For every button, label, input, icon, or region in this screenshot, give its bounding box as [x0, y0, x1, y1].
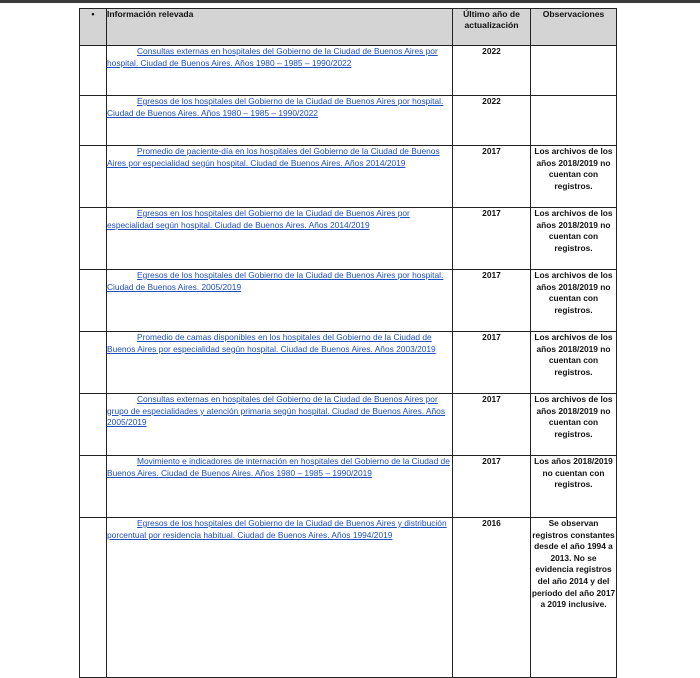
row-bullet-cell [80, 96, 107, 146]
dataset-link[interactable]: Consultas externas en hospitales del Gobierno de la Ciudad de Buenos Aires por hospital. Ciudad de Buenos Aires. Años 1980 – 1985 – 1990/2022 [107, 46, 438, 68]
year-cell: 2017 [453, 208, 531, 270]
observations-cell: Los archivos de los años 2018/2019 no cuentan con registros. [531, 208, 617, 270]
year-cell: 2016 [453, 518, 531, 678]
info-cell [107, 518, 453, 678]
row-bullet-cell [80, 270, 107, 332]
table-row [80, 96, 617, 146]
observations-cell [531, 96, 617, 146]
row-bullet-cell [80, 332, 107, 394]
dataset-link[interactable]: Egresos de los hospitales del Gobierno de la Ciudad de Buenos Aires y distribución porcentual por residencia habitual. Ciudad de Buenos Aires. Años 1994/2019 [107, 518, 447, 540]
table-row [80, 46, 617, 96]
row-bullet-cell [80, 46, 107, 96]
observations-cell: Los archivos de los años 2018/2019 no cuentan con registros. [531, 270, 617, 332]
row-bullet-cell [80, 146, 107, 208]
dataset-link[interactable]: Promedio de paciente-día en los hospitales del Gobierno de la Ciudad de Buenos Aires por especialidad según hospital. Ciudad de Buenos Aires. Años 2014/2019 [107, 146, 440, 168]
observations-cell: Los archivos de los años 2018/2019 no cuentan con registros. [531, 394, 617, 456]
year-cell: 2017 [453, 332, 531, 394]
dataset-link[interactable]: Promedio de camas disponibles en los hospitales del Gobierno de la Ciudad de Buenos Aires por especialidad según hospital. Ciudad de Buenos Aires. Años 2003/2019 [107, 332, 436, 354]
header-info: Información relevada [107, 9, 453, 46]
table-row [80, 146, 617, 208]
dataset-link[interactable]: Consultas externas en hospitales del Gobierno de la Ciudad de Buenos Aires por grupo de especialidades y atención primaria según hospital. Ciudad de Buenos Aires. Años 2005/2019 [107, 394, 446, 428]
table-row [80, 208, 617, 270]
year-cell: 2017 [453, 146, 531, 208]
observations-cell: Los archivos de los años 2018/2019 no cuentan con registros. [531, 332, 617, 394]
information-table [79, 8, 617, 678]
dataset-link[interactable]: Egresos de los hospitales del Gobierno de la Ciudad de Buenos Aires por hospital. Ciudad de Buenos Aires. 2005/2019 [107, 270, 444, 292]
table-row [80, 332, 617, 394]
dataset-link[interactable]: Egresos de los hospitales del Gobierno de la Ciudad de Buenos Aires por hospital. Ciudad de Buenos Aires. Años 1980 – 1985 – 1990/2022 [107, 96, 444, 118]
table-row [80, 518, 617, 678]
info-cell [107, 270, 453, 332]
table-header-row [80, 9, 617, 46]
observations-cell: Se observan registros constantes desde el año 1994 a 2013. No se evidencia registros del año 2014 y del período del año 2017 a 2019 inclusive. [531, 518, 617, 678]
info-cell [107, 96, 453, 146]
year-cell: 2017 [453, 270, 531, 332]
year-cell: 2022 [453, 96, 531, 146]
info-cell [107, 332, 453, 394]
observations-cell: Los años 2018/2019 no cuentan con registros. [531, 456, 617, 518]
year-cell: 2017 [453, 394, 531, 456]
header-observations: Observaciones [531, 9, 617, 46]
info-cell [107, 46, 453, 96]
info-cell [107, 146, 453, 208]
year-cell: 2022 [453, 46, 531, 96]
table-row [80, 456, 617, 518]
header-bullet: • [80, 9, 107, 46]
info-cell [107, 456, 453, 518]
table-row [80, 394, 617, 456]
dataset-link[interactable]: Movimiento e indicadores de internación en hospitales del Gobierno de la Ciudad de Buenos Aires. Ciudad de Buenos Aires. Años 1980 – 1985 – 1990/2019 [107, 456, 450, 478]
row-bullet-cell [80, 394, 107, 456]
year-cell: 2017 [453, 456, 531, 518]
info-cell [107, 394, 453, 456]
header-year: Último año de actualización [453, 9, 531, 46]
info-cell [107, 208, 453, 270]
observations-cell: Los archivos de los años 2018/2019 no cuentan con registros. [531, 146, 617, 208]
row-bullet-cell [80, 456, 107, 518]
row-bullet-cell [80, 518, 107, 678]
table-row [80, 270, 617, 332]
dataset-link[interactable]: Egresos en los hospitales del Gobierno de la Ciudad de Buenos Aires por especialidad según hospital. Ciudad de Buenos Aires. Años 2014/2019 [107, 208, 410, 230]
observations-cell [531, 46, 617, 96]
viewer-top-bar [0, 0, 700, 3]
row-bullet-cell [80, 208, 107, 270]
